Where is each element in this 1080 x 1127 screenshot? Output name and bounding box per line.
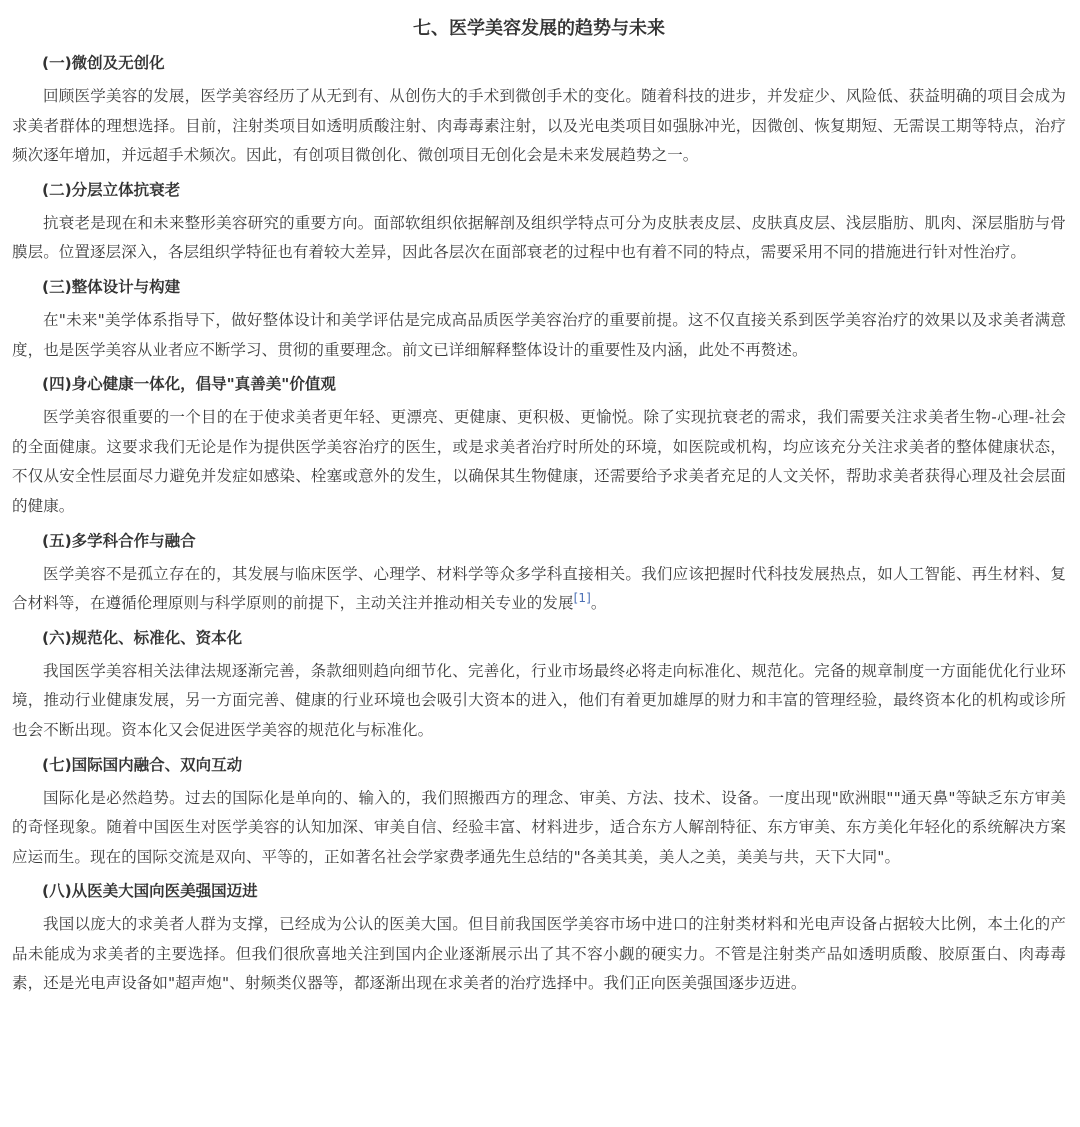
section-heading: (三)整体设计与构建 bbox=[42, 277, 181, 296]
section-paragraph: 医学美容很重要的一个目的在于使求美者更年轻、更漂亮、更健康、更积极、更愉悦。除了实现抗衰老的需求，我们需要关注求美者生物-心理-社会的全面健康。这要求我们无论是作为提供医学美容治疗的医生，或是求美者治疗时所处的环境，如医院或机构，均应该充分关注求美者的整体健康状态，不仅从安全性层面尽力避免并发症如感染、栓塞或意外的发生，以确保其生物健康，还需要给予求美者充足的人文关怀，帮助求美者获得心理及社会层面的健康。 bbox=[12, 408, 1066, 515]
section-3 bbox=[12, 274, 1066, 365]
section-paragraph bbox=[12, 560, 1066, 619]
citation-link[interactable]: [1] bbox=[573, 590, 591, 605]
section-paragraph: 我国以庞大的求美者人群为支撑，已经成为公认的医美大国。但目前我国医学美容市场中进口的注射类材料和光电声设备占据较大比例，本土化的产品未能成为求美者的主要选择。但我们很欣喜地关注到国内企业逐渐展示出了其不容小觑的硬实力。不管是注射类产品如透明质酸、胶原蛋白、肉毒毒素，还是光电声设备如"超声炮"、射频类仪器等，都逐渐出现在求美者的治疗选择中。我们正向医美强国逐步迈进。 bbox=[12, 915, 1066, 993]
section-heading: (六)规范化、标准化、资本化 bbox=[42, 628, 243, 647]
section-paragraph: 回顾医学美容的发展，医学美容经历了从无到有、从创伤大的手术到微创手术的变化。随着科技的进步，并发症少、风险低、获益明确的项目会成为求美者群体的理想选择。目前，注射类项目如透明质酸注射、肉毒毒素注射，以及光电类项目如强脉冲光，因微创、恢复期短、无需误工期等特点，治疗频次逐年增加，并远超手术频次。因此，有创项目微创化、微创项目无创化会是未来发展趋势之一。 bbox=[12, 87, 1066, 165]
section-5 bbox=[12, 528, 1066, 619]
section-heading: (五)多学科合作与融合 bbox=[42, 531, 196, 550]
section-7 bbox=[12, 752, 1066, 873]
section-8 bbox=[12, 878, 1066, 999]
section-heading: (七)国际国内融合、双向互动 bbox=[42, 755, 243, 774]
paragraph-tail: 。 bbox=[590, 594, 607, 613]
section-paragraph: 我国医学美容相关法律法规逐渐完善，条款细则趋向细节化、完善化，行业市场最终必将走向标准化、规范化。完备的规章制度一方面能优化行业环境，推动行业健康发展，另一方面完善、健康的行业环境也会吸引大资本的进入，他们有着更加雄厚的财力和丰富的管理经验，最终资本化的机构或诊所也会不断出现。资本化又会促进医学美容的规范化与标准化。 bbox=[12, 661, 1066, 739]
paragraph-text: 医学美容不是孤立存在的，其发展与临床医学、心理学、材料学等众多学科直接相关。我们应该把握时代科技发展热点，如人工智能、再生材料、复合材料等，在遵循伦理原则与科学原则的前提下，主动关注并推动相关专业的发展 bbox=[12, 564, 1066, 613]
section-paragraph: 抗衰老是现在和未来整形美容研究的重要方向。面部软组织依据解剖及组织学特点可分为皮肤表皮层、皮肤真皮层、浅层脂肪、肌肉、深层脂肪与骨膜层。位置逐层深入，各层组织学特征也有着较大差异，因此各层次在面部衰老的过程中也有着不同的特点，需要采用不同的措施进行针对性治疗。 bbox=[12, 213, 1066, 262]
section-4 bbox=[12, 371, 1066, 521]
section-heading: (二)分层立体抗衰老 bbox=[42, 180, 181, 199]
section-1 bbox=[12, 50, 1066, 171]
section-6 bbox=[12, 625, 1066, 746]
section-paragraph: 国际化是必然趋势。过去的国际化是单向的、输入的，我们照搬西方的理念、审美、方法、技术、设备。一度出现"欧洲眼""通天鼻"等缺乏东方审美的奇怪现象。随着中国医生对医学美容的认知加深、审美自信、经验丰富、材料进步，适合东方人解剖特征、东方审美、东方美化年轻化的系统解决方案应运而生。现在的国际交流是双向、平等的，正如著名社会学家费孝通先生总结的"各美其美，美人之美，美美与共，天下大同"。 bbox=[12, 788, 1066, 866]
section-heading: (四)身心健康一体化，倡导"真善美"价值观 bbox=[42, 375, 336, 394]
section-paragraph: 在"未来"美学体系指导下，做好整体设计和美学评估是完成高品质医学美容治疗的重要前提。这不仅直接关系到医学美容治疗的效果以及求美者满意度，也是医学美容从业者应不断学习、贯彻的重要理念。前文已详细解释整体设计的重要性及内涵，此处不再赘述。 bbox=[12, 310, 1066, 359]
section-heading: (八)从医美大国向医美强国迈进 bbox=[42, 882, 258, 901]
section-2 bbox=[12, 177, 1066, 268]
page-title: 七、医学美容发展的趋势与未来 bbox=[413, 18, 665, 39]
section-heading: (一)微创及无创化 bbox=[42, 54, 165, 72]
